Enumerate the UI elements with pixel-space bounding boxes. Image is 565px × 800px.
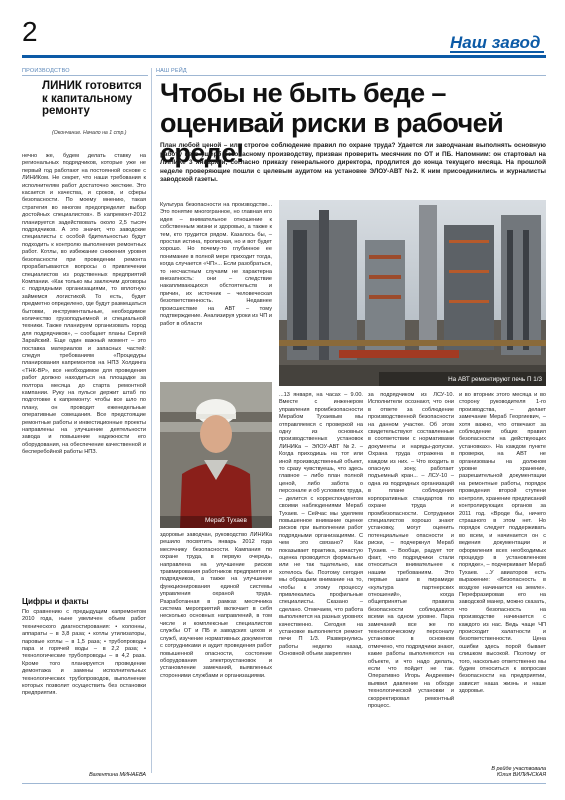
inspector-photo (160, 382, 272, 528)
column-divider (151, 68, 152, 773)
left-author: Валентина МИНАЕВА (89, 772, 146, 778)
footer-rule (22, 783, 546, 784)
main-headline: Чтобы не быть беде – оценивай риски в рабочей среде! (160, 78, 504, 168)
author-name: Юлия ВИЛИНСКАЯ (496, 772, 546, 778)
article-column-4: и во вторник этого месяца и во сторону руководителя 1-го производства, – делает замечание Мераб Георгиевич, – хотя важно, что отвечают за соблюдение общих правил безопасности на действующих установках». На каждом пункте проверки, на АВТ не организованы на должном уровне хранение, разрешительной документации на ремонтные работы, порядок проведения второй ступени контроля, хранение предписаний контролирующих органов за 2011 год. «Вроде бы, ничего страшного в этом нет. Но порядок следует поддерживать во всем, и начинается он с ведения документации и оформления всех необходимых процедур в установленном порядке», – подчеркивает Мераб Тухаев. ...У авиаторов есть выражение: «Безопасность в воздухе начинается на земле». Перефразировав его на заводской манер, можно сказать, что безопасность на производстве начинается с каждого из нас. Ведь чаще ЧП происходит халатности и безответственности. Цена ошибки здесь порой бывает слишком высокой. Поэтому от того, насколько ответственно мы будем относиться к вопросам безопасности на предприятии, зависит наша жизнь и наше здоровье. (459, 392, 546, 695)
section-rule-left (22, 75, 148, 76)
photo-caption-1: На АВТ ремонтируют печь П 1/3 (448, 376, 542, 383)
continued-note: (Окончание. Начало на 1 стр.) (52, 130, 127, 136)
facts-body: По сравнению с предыдущим капремонтом 2010 года, ныне увеличен объем работ технического диагностирования: • колонны, аппараты – в 3,8 раза; • котлы утилизаторы, паровые котлы – в 1,5 раза; • трубопроводы пара и горячей воды – в 2,2 раза; • технологические трубопроводы – в 4,2 раза. Кроме того планируется проведение демонтажа и замены исполнительных технологических трубопроводов, выполнение которых позволит осуществить без остановки предприятия. (22, 609, 146, 697)
right-author (459, 766, 546, 778)
section-label-right: НАШ РЕЙД (156, 68, 187, 74)
article-column-1-cont: здоровье заводчан, руководство ЛИНИКа решило посвятить январь 2012 года месячнику безопасности. Кампания по охране труда, в первую очередь, направлена на улучшение рисков травмирования работников предприятия и подрядчиков, а также на улучшение функционирования единой системы управления охраной труда. Разработанная в рамках месячника система мероприятий включает в себя несколько основных направлений, в том числе и комплексные специалистов службы ОТ и ПБ и заводских цехов и служб, изучение нормативных документов с сотрудниками и аудит проведения работ повышенной опасности, состояние оборудования электроустановок и установление замечаний, выявленных сторонними службами и организациями. (160, 532, 272, 679)
article-column-3: за подрядчиком из ЛСУ-10. Исполнители осознают, что они в ответе за соблюдение производственной безопасности на данном участке. Об этом свидетельствуют составленные в соответствии с нормативами документы и наряды-допуски. Охрана труда отражена в каждом из них. – Что входить в опасную зону, работает подъемный кран... – ЛСУ-10 – одна из подрядных организаций в плане соблюдения корпоративных стандартов по охране труда и промбезопасности. Сотрудники специалистов хорошо знают установку, могут оценить потенциальные опасности и риски, – подчеркнул Мераб Тухаев. – Вообще, радует тот факт, что подрядчики стали относиться внимательнее к нашим требованиям. Это первые шаги в пирамиде «культура партнерских отношений», когда общепринятые правила безопасности соблюдаются всеми на одном уровне. Пара замечаний все же по технологическому персоналу установки: в основном отмечено, что подрядчики знают, какие работы выполняются на объекте, и что надо делать, если что пойдет не так. Оперативно Игорь Андреевич выявил давление на обходе технологической установки и скорректировал ремонтный процесс. (368, 392, 454, 710)
svg-text:Наш завод: Наш завод (450, 33, 541, 52)
newspaper-logo (448, 30, 546, 56)
section-rule-right (156, 75, 546, 76)
section-label-left: ПРОИЗВОДСТВО (22, 68, 70, 74)
facts-title: Цифры и факты (22, 597, 89, 606)
article-column-1: Культура безопасности на производстве... Это понятие многогранное, но главная его идея – внимательное отношение к собственным жизни и здоровью, а также к тем, кто трудится рядом. Казалось бы, – простая истина, прописная, но и вот будет хорошо. Но почему-то глубинное ее понимание в полной мере приходит тогда, когда случается «ЧП»... Если разобраться, то несчастным случаям не характерна внезапность: они – следствие накапливающихся обстоятельств и причин, их источник – человеческая безответственность. Недавнее происшествие на АВТ – тому подтверждение. Анализируя уроки из ЧП и работ в области (160, 202, 272, 327)
lead-paragraph: План любой ценой – или строгое соблюдение правил по охране труда? Удается ли заводчанам выполнять основную работу не в ущерб безопасному производству, призван проверить месячник по ОТ и ПБ. Напомним: он стартовал на ЛИНИКе 3 января и, согласно приказу генерального директора, продлится до конца текущего месяца. На прошлой неделе проверяющие пошли с целевым аудитом на установке ЭЛОУ-АВТ №2. К ним присоединились и журналисты заводской газеты. (160, 142, 546, 184)
header-rule (22, 55, 546, 58)
refinery-photo (279, 200, 546, 386)
page-number: 2 (22, 16, 38, 47)
left-article-title: ЛИНИК готовится к капитальному ремонту (42, 80, 142, 117)
article-column-2: ...13 января, на часах – 9.00. Вместе с инженером управления промбезопасности Мерабом Тухаевым мы отправляемся с проверкой на одну из основных производственных установок ЛИНИКа – ЭЛОУ-АВТ №2. – Когда приходишь на тот или иной производственный объект, то сразу чувствуешь, что здесь главное – либо план полной ценой, либо забота о персонале и об условиях труда, – делится с корреспондентом своими наблюдениями Мераб Тухаев. – Сейчас мы уделяем повышенное внимание оценке рисков при выполнении работ подрядными организациями. С чем это связано? Как показывает практика, зачастую оценка проводится формально или не так тщательно, как хотелось бы. Поэтому сегодня мы обращаем внимание на то, чтобы к этому процессу привлекались профильные специалисты. Сказано – сделано. Отмечаем, что работа выполняется на разных уровнях качественно. Сегодня на установке выполняется ремонт печи П 1/3. Развернулись работы неделю назад. Основной объем закреплен (279, 392, 363, 658)
photo-caption-2: Мераб Тухаев (205, 517, 247, 524)
author-note: В рейде участвовала (491, 766, 546, 772)
left-article-body: нечно же, будем делать ставку на региональных подрядчиков, которые уже не первый год работают на постоянной основе с ЛИНИКом. Не секрет, что наши требования к исполнителям работ достаточно жесткие. Это касается и качества, и сроков, и сферы безопасности. По моему мнению, такая стратегия во многом предопределит выбор достойных специалистов». В капремонт-2012 планируется задействовать около 2,5 тысяч подрядчиков. А это значит, что заводские специалисты с особой бдительностью будут подходить к контролю выполнения ремонтных работ. Котлы, во избежание снижения уровня безопасности при проведении ремонта прорабатываются вопросы о привлечении специалистов из родственных предприятий Компании. «Как только мы заключим договоры с подрядными организациями, то вплотную займемся логистикой. То есть, будет предметно определено, где будут размещаться бытовки, инструментальные, необходимое количество грузоподъемной и специальной техники. Также планируем организовать город для подрядчиков», – сообщает планы Сергей Зарайский. Еще один важный момент – это поставка материалов и запасных частей: следуя требованиям «Процедуры планирования капремонтов на НПЗ Холдинга «ТНК-ВР», все необходимое для проведения работ должно находиться на площадке за полтора месяца до старта ремонтной кампании. Руку на пульсе держит штаб по подготовке к капремонту: чтобы все шло по плану, он проводит еженедельные оперативные совещания. Все предстоящие ремонтные работы и инвестиционные проекты направлены на улучшение деятельности завода и повышение надежности его оборудования, на обеспечение качественной и бесперебойной работы НПЗ. (22, 153, 146, 456)
